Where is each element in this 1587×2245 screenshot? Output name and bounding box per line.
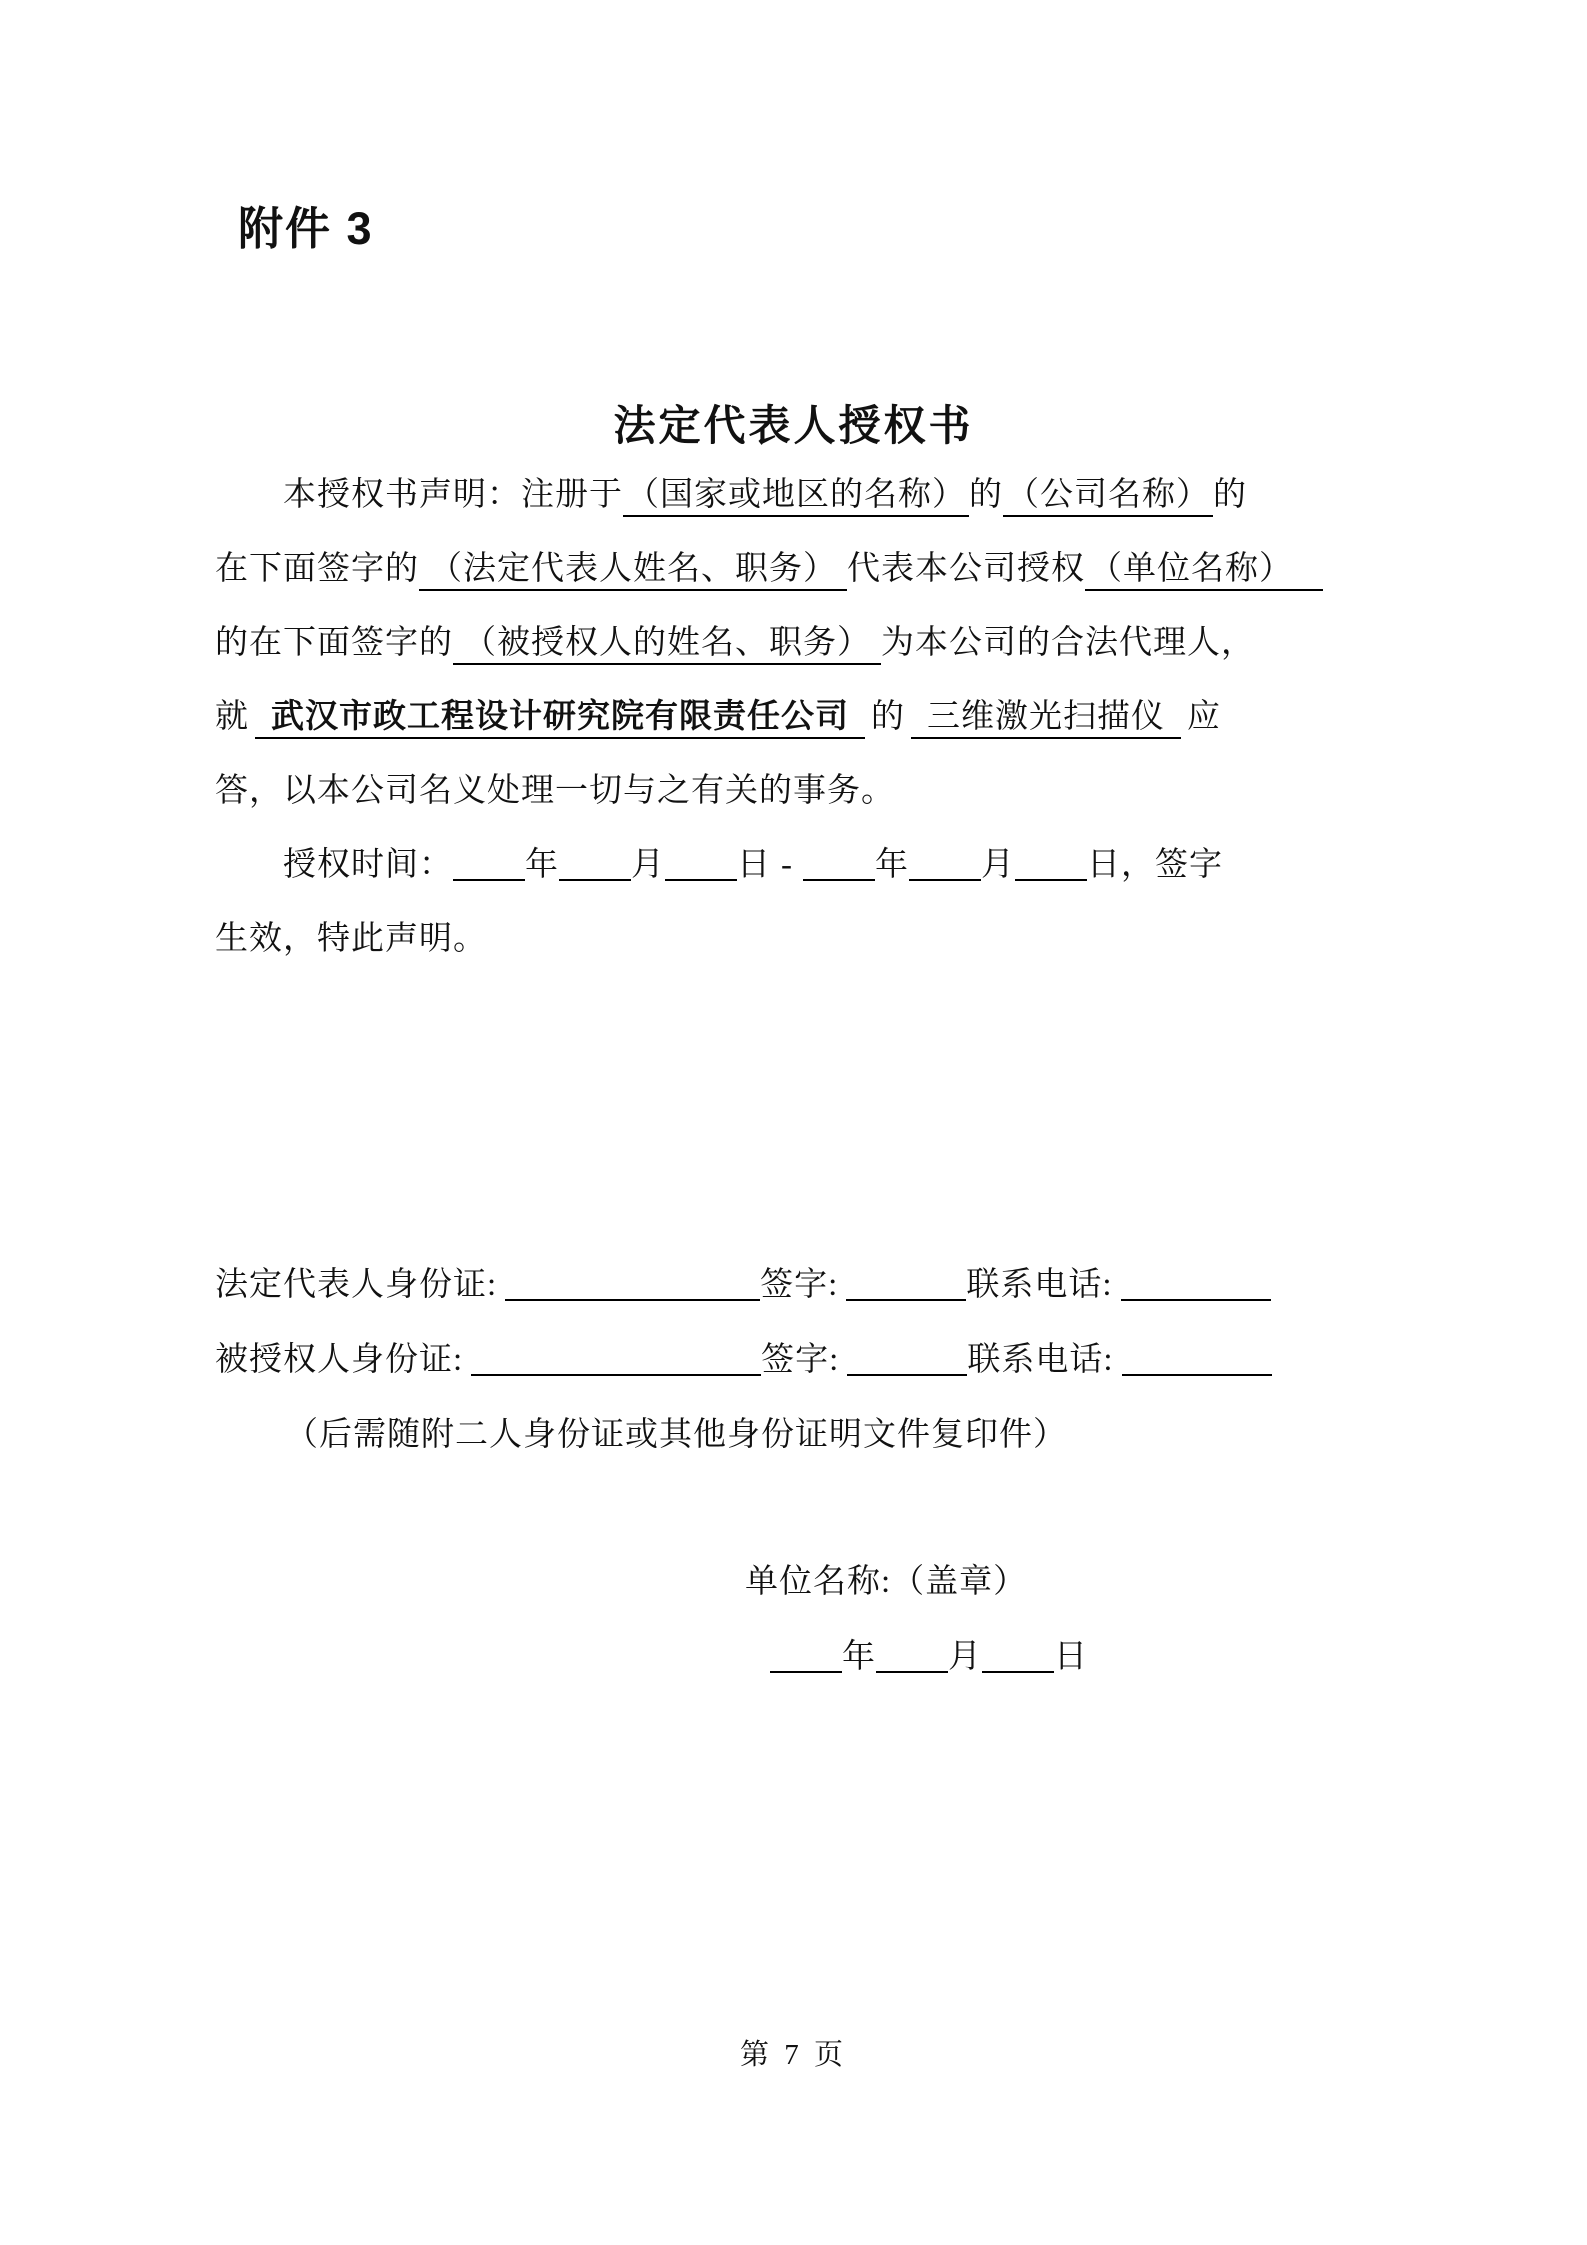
text-run: 在下面签字的 [215,551,419,587]
paragraph1-line2 [215,532,1365,606]
paragraph2-line2 [215,902,1365,976]
sign-label: 签字: [760,1267,839,1303]
authorized-person-phone-blank [1122,1344,1272,1376]
text-run: 年 [875,847,909,883]
text-run: 就 [215,699,249,735]
seal-blank-month [876,1641,948,1673]
document-title: 法定代表人授权书 [613,404,974,450]
authorized-person-id-row [215,1323,1365,1398]
legal-rep-id-label: 法定代表人身份证: [215,1267,498,1303]
seal-date-line [770,1620,1088,1695]
signature-form [215,1248,1365,1473]
text-run: 日 [1087,847,1121,883]
underlined-project-name: 三维激光扫描仪 [911,699,1181,739]
text-run: 月 [981,847,1015,883]
paragraph2-line1 [215,828,1365,902]
legal-rep-phone-blank [1121,1269,1271,1301]
unit-seal-line: 单位名称:（盖章） [745,1564,1028,1600]
date-range-dash: - [781,847,793,883]
blank-month-start [559,849,631,881]
blank-day-end [1015,849,1087,881]
authorized-person-id-blank [471,1344,761,1376]
paragraph1-line4 [215,680,1365,754]
text-run: 的 [969,477,1003,513]
text-run: 应 [1187,699,1221,735]
underlined-placeholder-legal-rep: （法定代表人姓名、职务） [419,551,847,591]
underlined-placeholder-unit-name: （单位名称） [1085,551,1323,591]
blank-day-start [665,849,737,881]
text-run: 的 [1213,477,1247,513]
legal-rep-id-blank [505,1269,760,1301]
underlined-placeholder-company: （公司名称） [1003,477,1213,517]
legal-rep-id-row [215,1248,1365,1323]
text-run: 生效，特此声明。 [215,921,487,957]
page-number: 第 7 页 [739,2039,847,2071]
paragraph1-line3 [215,606,1365,680]
text-run: 年 [842,1639,876,1675]
seal-block [745,1545,1088,1695]
authorized-person-sign-blank [847,1344,967,1376]
text-run: 本授权书声明：注册于 [283,477,623,513]
blank-month-end [909,849,981,881]
sign-label: 签字: [761,1342,840,1378]
text-run: 答，以本公司名义处理一切与之有关的事务。 [215,773,895,809]
phone-label: 联系电话: [966,1267,1113,1303]
text-run: 代表本公司授权 [847,551,1085,587]
blank-year-start [453,849,525,881]
attachment-label: 附件 3 [238,203,374,254]
underlined-purchaser-name: 武汉市政工程设计研究院有限责任公司 [255,699,865,739]
seal-blank-year [770,1641,842,1673]
text-run: 的 [871,699,905,735]
underlined-placeholder-authorized-person: （被授权人的姓名、职务） [453,625,881,665]
text-run: 为本公司的合法代理人， [881,625,1255,661]
attachment-note: （后需随附二人身份证或其他身份证明文件复印件） [285,1417,1067,1453]
blank-year-end [803,849,875,881]
authorization-body [215,458,1365,976]
paragraph1-line5 [215,754,1365,828]
phone-label: 联系电话: [967,1342,1114,1378]
text-run: 日 [737,847,771,883]
seal-blank-day [982,1641,1054,1673]
text-run: 日 [1054,1639,1088,1675]
text-run: 月 [948,1639,982,1675]
text-run: 授权时间： [283,847,453,883]
text-run: ，签字 [1121,847,1223,883]
text-run: 的在下面签字的 [215,625,453,661]
authorized-person-id-label: 被授权人身份证: [215,1342,464,1378]
legal-rep-sign-blank [846,1269,966,1301]
underlined-placeholder-country: （国家或地区的名称） [623,477,969,517]
text-run: 月 [631,847,665,883]
text-run: 年 [525,847,559,883]
paragraph1-line1 [215,458,1365,532]
